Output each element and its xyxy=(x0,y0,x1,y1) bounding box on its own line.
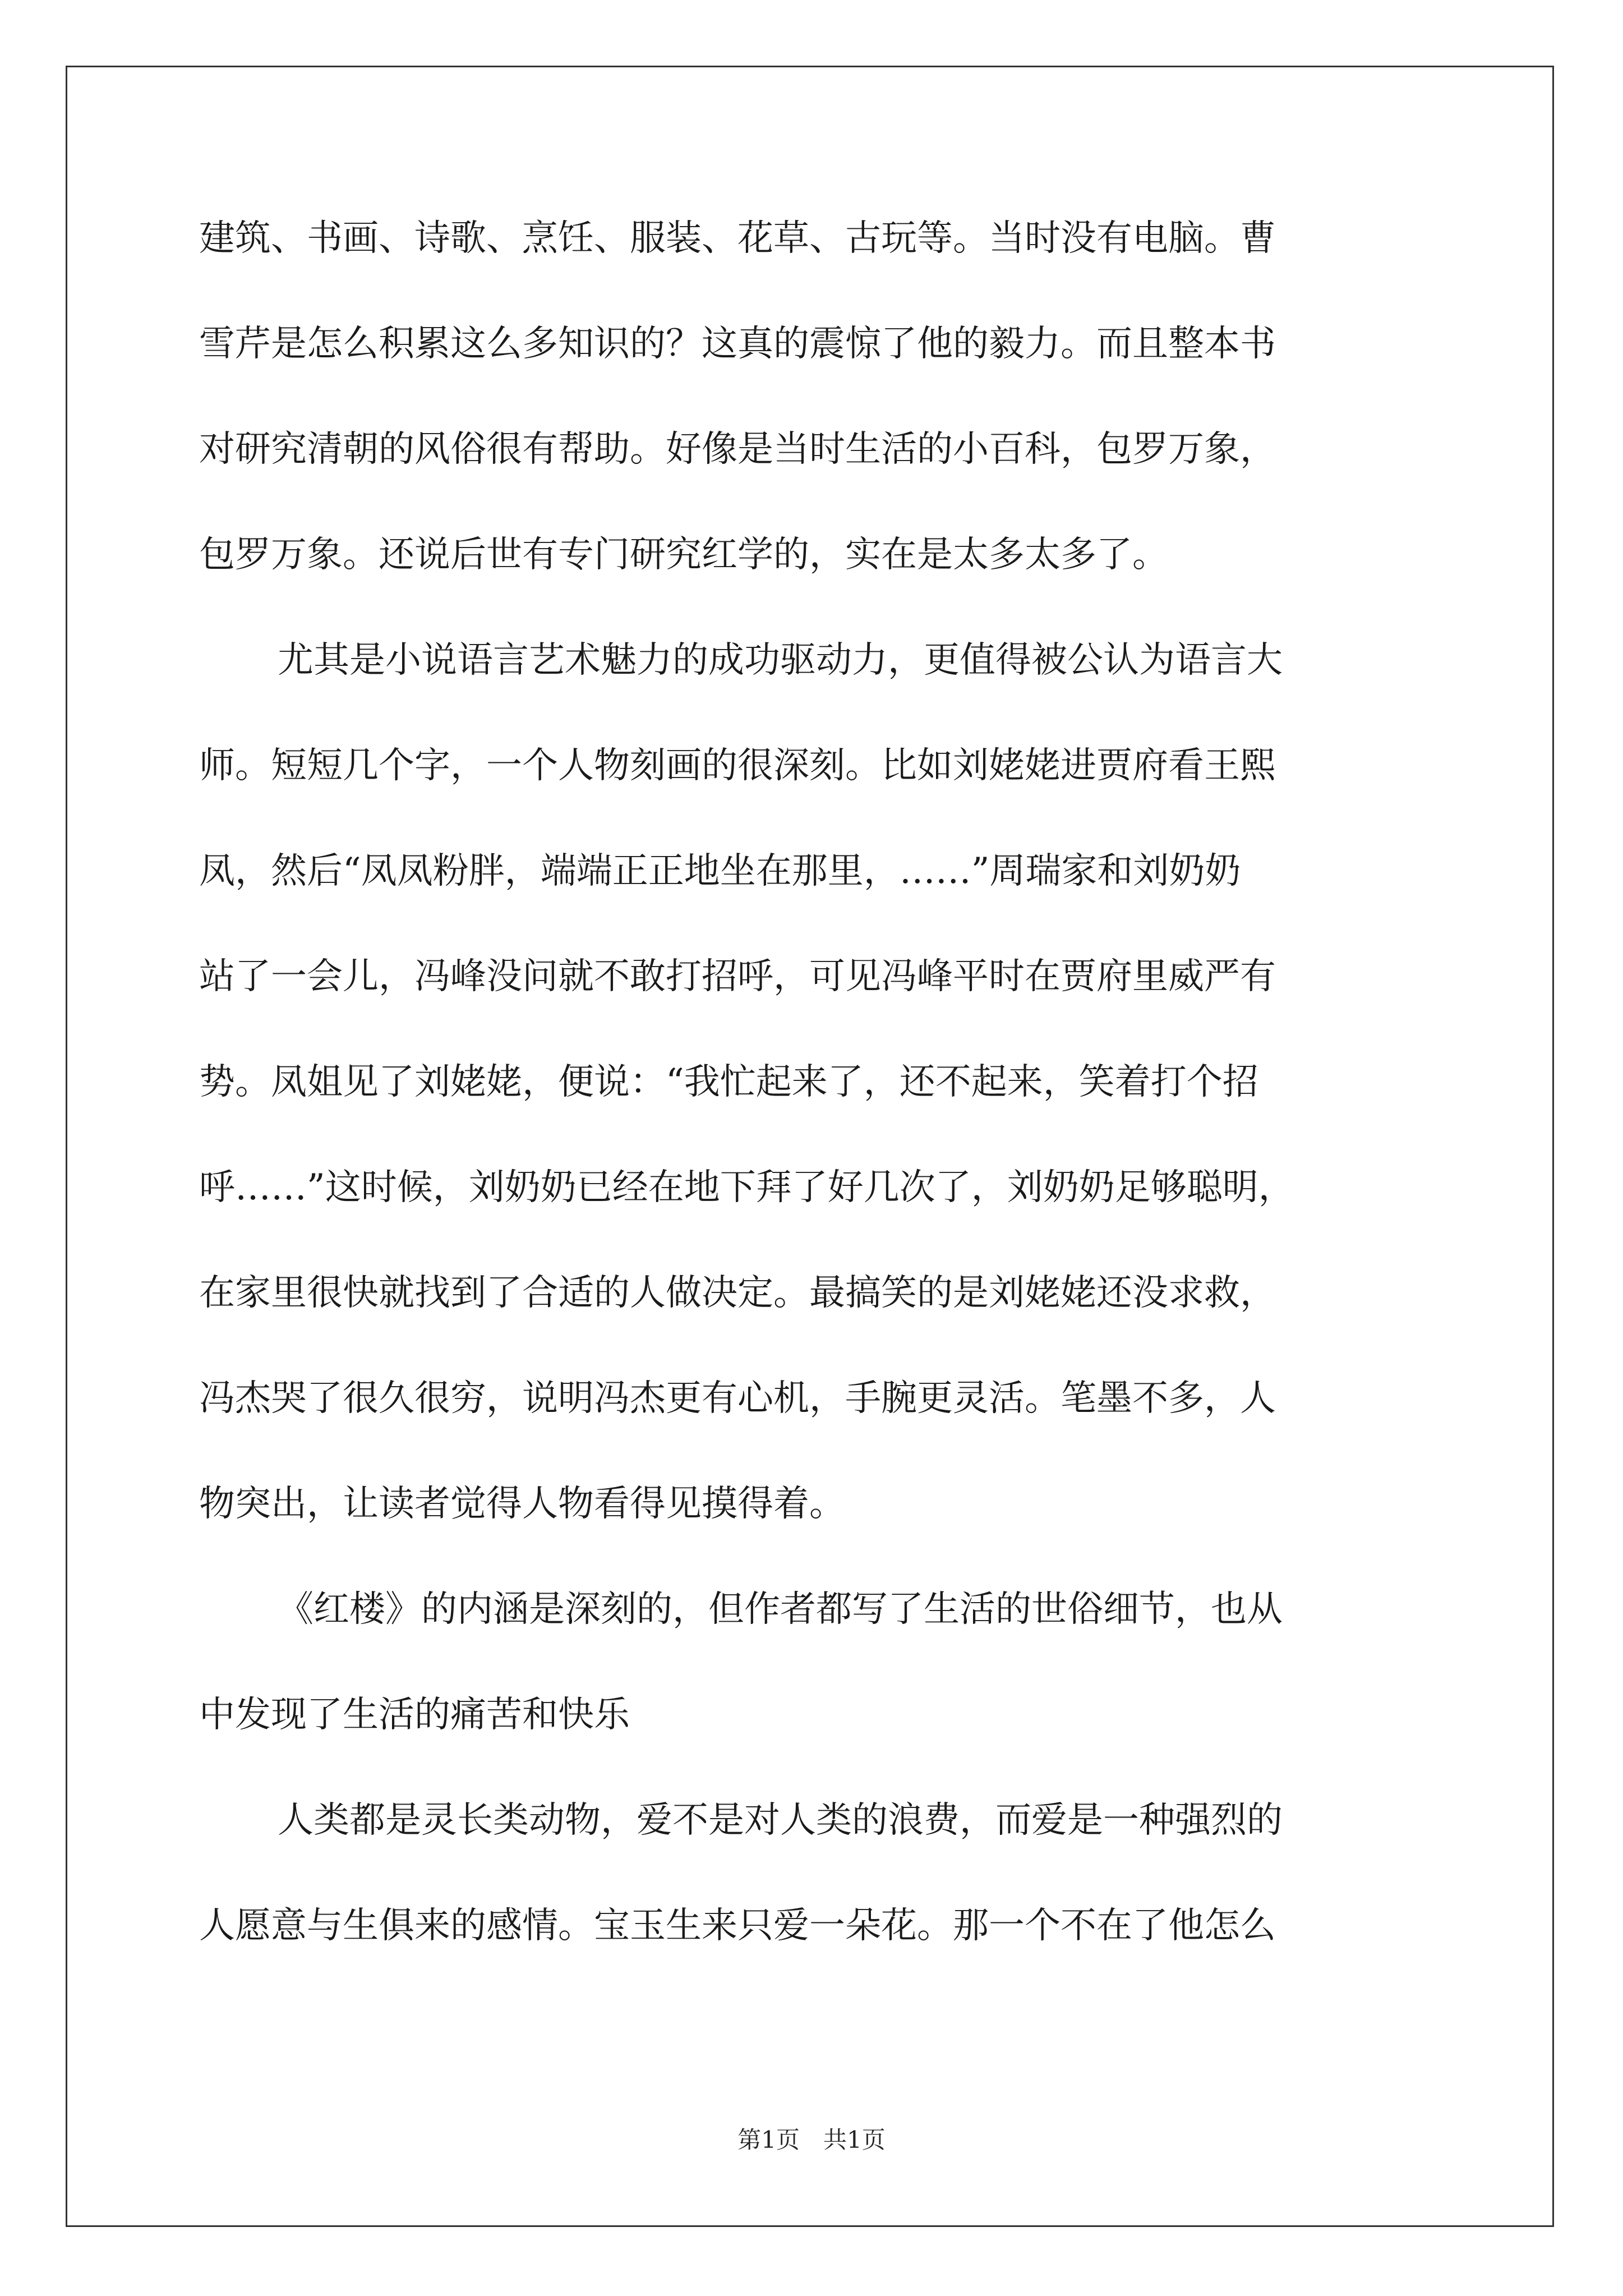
text-line: 人愿意与生俱来的感情。宝玉生来只爱一朵花。那一个不在了他怎么 xyxy=(199,1905,1276,1947)
text-line: 建筑、书画、诗歌、烹饪、服装、花草、古玩等。当时没有电脑。曹 xyxy=(199,218,1276,259)
paragraph-start-line: 《红楼》的内涵是深刻的，但作者都写了生活的世俗细节，也从 xyxy=(278,1589,1283,1630)
text-line: 师。短短几个字，一个人物刻画的很深刻。比如刘姥姥进贾府看王熙 xyxy=(199,745,1276,786)
text-line: 凤，然后“凤凤粉胖，端端正正地坐在那里，……”周瑞家和刘奶奶 xyxy=(199,850,1241,892)
text-line: 物突出，让读者觉得人物看得见摸得着。 xyxy=(199,1483,845,1525)
text-line: 中发现了生活的痛苦和快乐 xyxy=(199,1694,630,1736)
paragraph-start-line: 尤其是小说语言艺术魅力的成功驱动力，更值得被公认为语言大 xyxy=(278,639,1283,681)
text-line: 对研究清朝的风俗很有帮助。好像是当时生活的小百科，包罗万象， xyxy=(199,429,1276,470)
text-line: 包罗万象。还说后世有专门研究红学的，实在是太多太多了。 xyxy=(199,534,1168,576)
text-line: 势。凤姐见了刘姥姥，便说：“我忙起来了，还不起来，笑着打个招 xyxy=(199,1061,1258,1103)
text-line: 冯杰哭了很久很穷，说明冯杰更有心机，手腕更灵活。笔墨不多，人 xyxy=(199,1378,1276,1419)
text-line: 雪芹是怎么积累这么多知识的？这真的震惊了他的毅力。而且整本书 xyxy=(199,323,1276,365)
text-line: 呼……”这时候，刘奶奶已经在地下拜了好几次了，刘奶奶足够聪明， xyxy=(199,1167,1294,1208)
paragraph-start-line: 人类都是灵长类动物，爱不是对人类的浪费，而爱是一种强烈的 xyxy=(278,1800,1283,1841)
text-line: 在家里很快就找到了合适的人做决定。最搞笑的是刘姥姥还没求救， xyxy=(199,1272,1276,1314)
document-body xyxy=(199,208,1467,2000)
page-number-footer: 第1页 共1页 xyxy=(737,2126,886,2154)
text-line: 站了一会儿，冯峰没问就不敢打招呼，可见冯峰平时在贾府里威严有 xyxy=(199,956,1276,997)
